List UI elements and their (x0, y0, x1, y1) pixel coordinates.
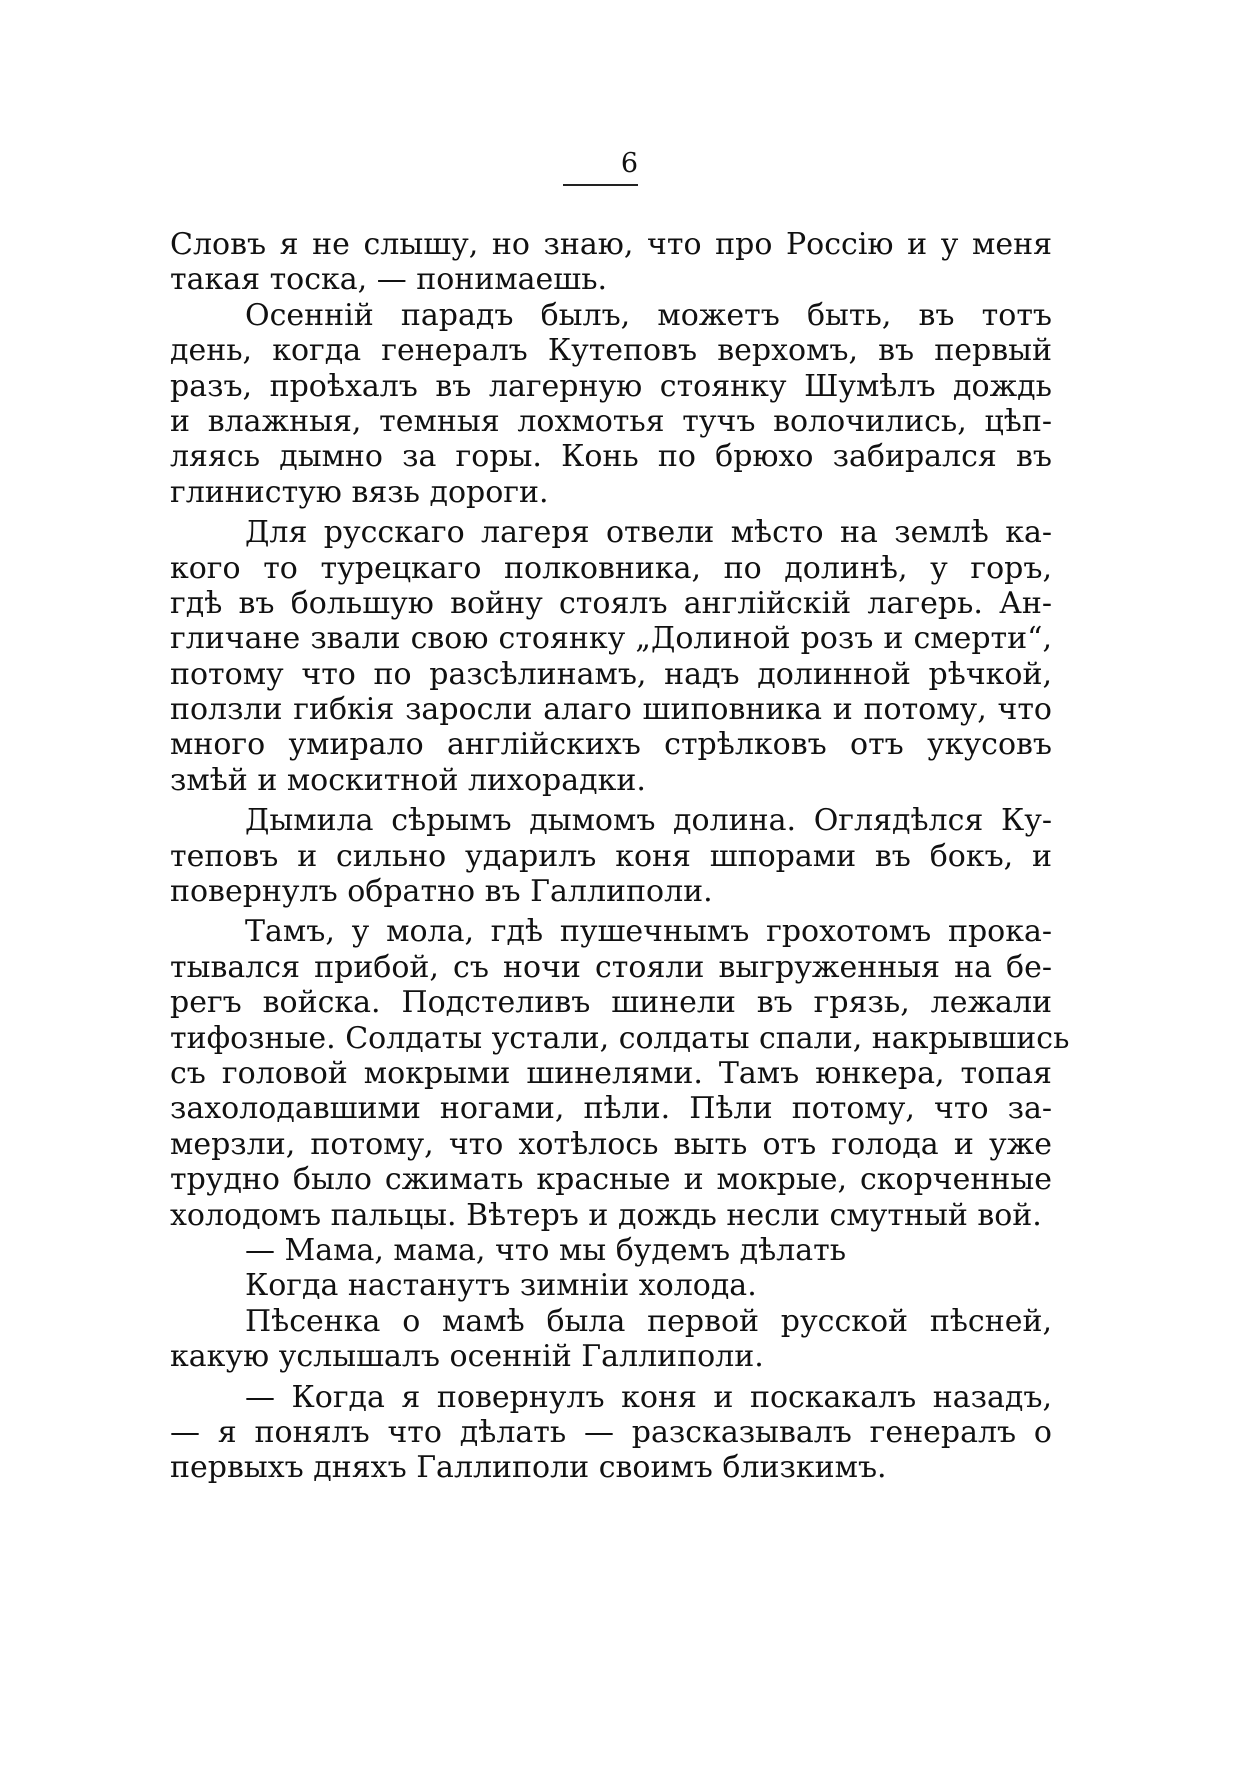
page-number: 6 (620, 148, 639, 179)
text-line: Когда настанутъ зимніи холода. (245, 1268, 757, 1304)
text-line: Дымила сѣрымъ дымомъ долина. Оглядѣлся Ку- (245, 803, 1052, 839)
paragraph-6 (170, 1304, 1052, 1375)
text-line: захолодавшими ногами, пѣли. Пѣли потому, что за- (170, 1091, 1052, 1127)
text-line: гличане звали свою стоянку „Долиной розъ и смерти“, (170, 621, 1052, 657)
text-line: какую услышалъ осенній Галлиполи. (170, 1339, 764, 1375)
text-line: холодомъ пальцы. Вѣтеръ и дождь несли смутный вой. (170, 1197, 1042, 1233)
text-line: разъ, проѣхалъ въ лагерную стоянку Шумѣлъ дождь (170, 368, 1052, 404)
text-line: Для русскаго лагеря отвели мѣсто на землѣ ка- (245, 515, 1052, 551)
text-line: съ головой мокрыми шинелями. Тамъ юнкера, топая (170, 1055, 1052, 1091)
text-line: — я понялъ что дѣлать — разсказывалъ генералъ о (170, 1414, 1052, 1450)
page-number-underline (563, 184, 638, 186)
text-line: Тамъ, у мола, гдѣ пушечнымъ грохотомъ прока- (245, 914, 1052, 950)
text-line: день, когда генералъ Кутеповъ верхомъ, въ первый (170, 333, 1052, 369)
text-line: глинистую вязь дороги. (170, 474, 549, 510)
text-line: гдѣ въ большую войну стоялъ англійскій лагерь. Ан- (170, 585, 1052, 621)
text-line: теповъ и сильно ударилъ коня шпорами въ бокъ, и (170, 838, 1052, 874)
paragraph-3 (170, 515, 1052, 798)
paragraph-2 (170, 298, 1052, 510)
text-line: много умирало англійскихъ стрѣлковъ отъ укусовъ (170, 727, 1052, 763)
text-line: мерзли, потому, что хотѣлось выть отъ голода и уже (170, 1126, 1052, 1162)
text-line: Словъ я не слышу, но знаю, что про Россію и у меня (170, 227, 1052, 262)
text-line: змѣй и москитной лихорадки. (170, 762, 646, 798)
text-line: повернулъ обратно въ Галлиполи. (170, 874, 713, 910)
body-text (170, 227, 1070, 1486)
text-line: ползли гибкія заросли алаго шиповника и потому, что (170, 692, 1052, 728)
text-line: тывался прибой, съ ночи стояли выгруженныя на бе- (170, 949, 1052, 985)
text-line: регъ войска. Подстеливъ шинели въ грязь, лежали (170, 985, 1052, 1021)
paragraph-1 (170, 227, 1052, 298)
text-line: и влажныя, темныя лохмотья тучъ волочились, цѣп- (170, 403, 1052, 439)
paragraph-4 (170, 803, 1052, 909)
text-line: Осенній парадъ былъ, можетъ быть, въ тотъ (245, 297, 1052, 333)
paragraph-7 (170, 1380, 1052, 1486)
text-line: кого то турецкаго полковника, по долинѣ, у горъ, (170, 550, 1052, 586)
text-line: первыхъ дняхъ Галлиполи своимъ близкимъ. (170, 1450, 887, 1486)
text-line: потому что по разсѣлинамъ, надъ долинной рѣчкой, (170, 656, 1052, 692)
song-quote (170, 1233, 1052, 1304)
text-line: — Мама, мама, что мы будемъ дѣлать (245, 1232, 847, 1268)
text-line: такая тоска, — понимаешь. (170, 262, 608, 298)
text-line: тифозные. Солдаты устали, солдаты спали, накрывшись (170, 1020, 1070, 1056)
paragraph-5 (170, 914, 1070, 1233)
text-line: Пѣсенка о мамѣ была первой русской пѣсней, (245, 1303, 1052, 1339)
text-line: ляясь дымно за горы. Конь по брюхо забирался въ (170, 439, 1052, 475)
text-line: трудно было сжимать красные и мокрые, скорченные (170, 1162, 1052, 1198)
text-line: — Когда я повернулъ коня и поскакалъ назадъ, (245, 1379, 1052, 1415)
